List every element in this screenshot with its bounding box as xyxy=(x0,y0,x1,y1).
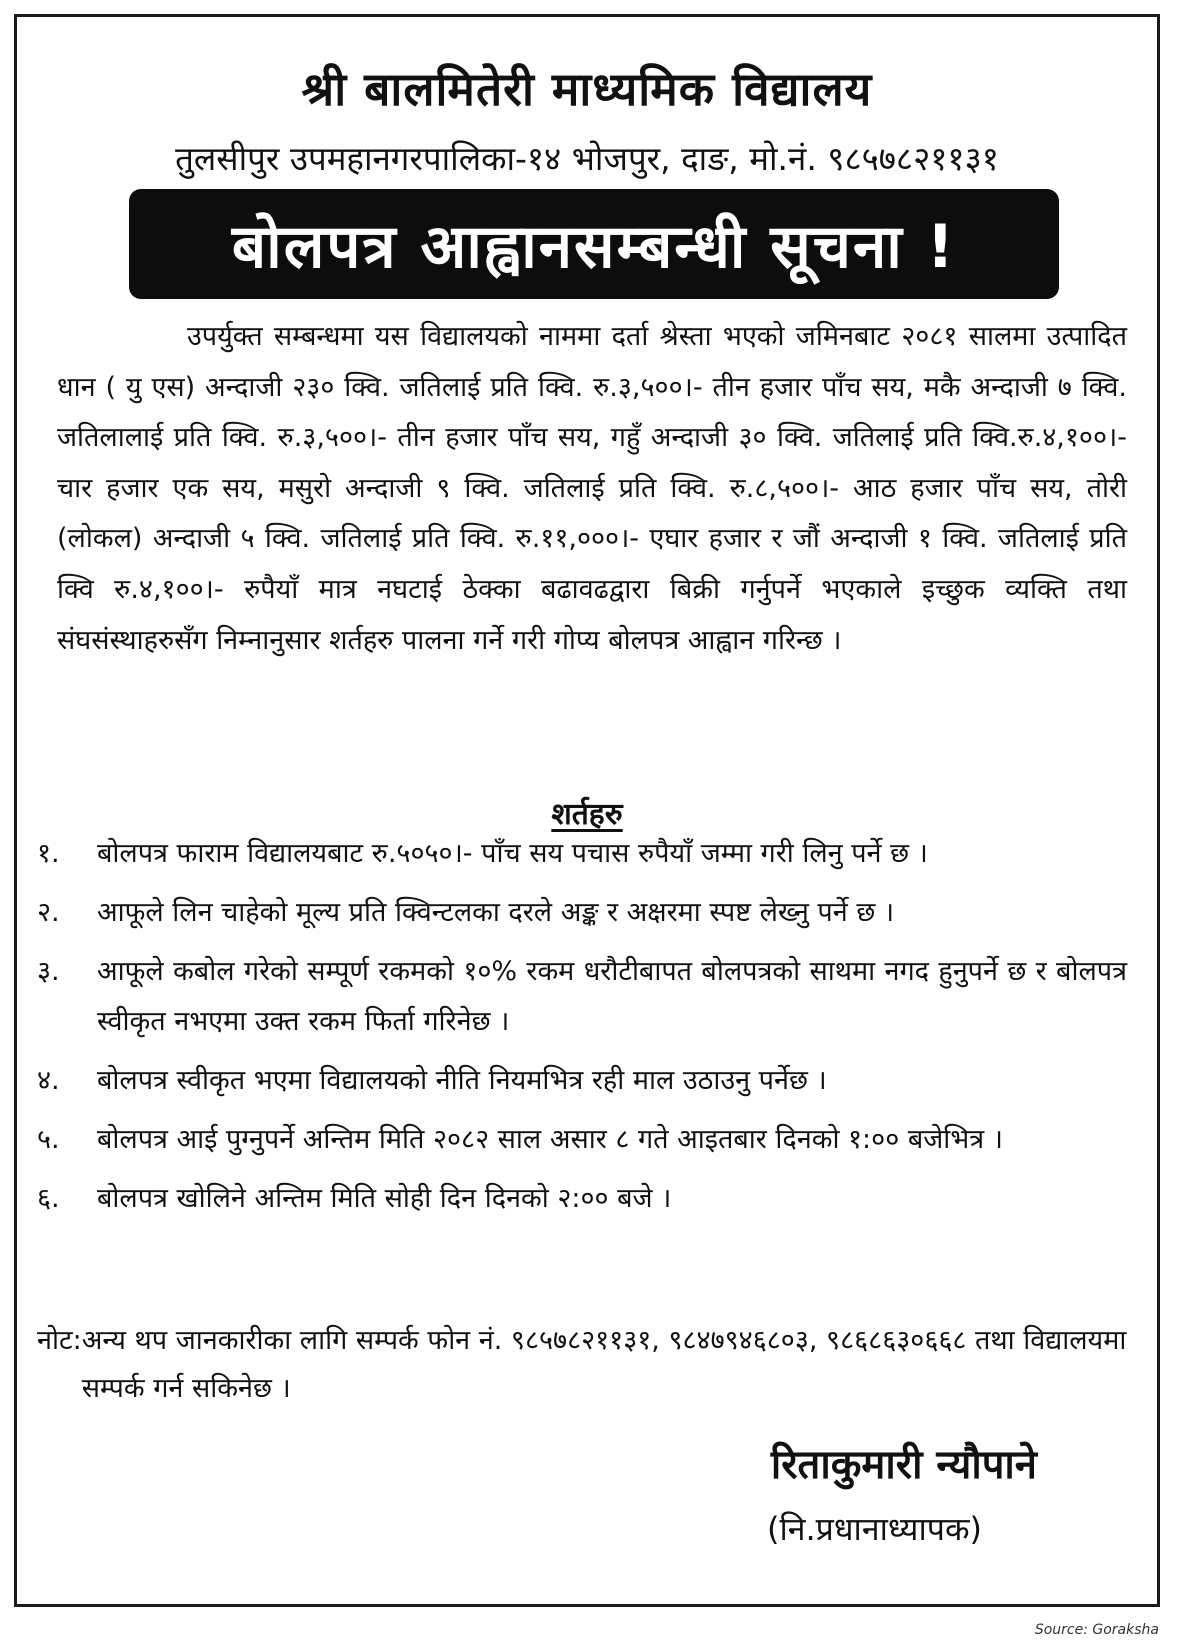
condition-number: ६. xyxy=(37,1183,60,1214)
condition-number: १. xyxy=(37,838,60,869)
school-name: श्री बालमितेरी माध्यमिक विद्यालय xyxy=(301,62,873,116)
condition-item xyxy=(37,829,1127,879)
condition-text: बोलपत्र खोलिने अन्तिम मिति सोही दिन दिनको २:०० बजे । xyxy=(97,1183,672,1214)
condition-number: ३. xyxy=(37,956,60,987)
condition-number: ४. xyxy=(37,1065,60,1096)
signatory-name: रिताकुमारी न्यौपाने xyxy=(770,1442,1037,1488)
contact-note xyxy=(37,1317,1127,1413)
conditions-list xyxy=(37,829,1127,1233)
condition-item xyxy=(37,1174,1127,1224)
condition-number: २. xyxy=(37,897,60,928)
notice-heading: बोलपत्र आह्वानसम्बन्धी सूचना ! xyxy=(231,212,957,282)
signatory-title: (नि.प्रधानाध्यापक) xyxy=(766,1510,982,1548)
condition-text: बोलपत्र स्वीकृत भएमा विद्यालयको नीति नियमभित्र रही माल उठाउनु पर्नेछ । xyxy=(97,1065,827,1096)
condition-text: आफूले लिन चाहेको मूल्य प्रति क्विन्टलका दरले अङ्क र अक्षरमा स्पष्ट लेख्नु पर्ने छ । xyxy=(97,897,895,928)
notice-frame xyxy=(14,14,1160,1607)
condition-item xyxy=(37,1115,1127,1165)
source-credit: Source: Goraksha xyxy=(1034,1622,1159,1638)
conditions-heading-text: शर्तहरु xyxy=(551,797,623,832)
conditions-heading xyxy=(17,792,1157,833)
school-address: तुलसीपुर उपमहानगरपालिका-१४ भोजपुर, दाङ, मो.नं. ९८५७८२११३१ xyxy=(175,139,999,178)
condition-text: बोलपत्र फाराम विद्यालयबाट रु.५०५०।- पाँच सय पचास रुपैयाँ जम्मा गरी लिनु पर्ने छ । xyxy=(97,838,928,869)
condition-item xyxy=(37,888,1127,938)
condition-item xyxy=(37,947,1127,1047)
condition-number: ५. xyxy=(37,1124,60,1155)
condition-text: बोलपत्र आई पुग्नुपर्ने अन्तिम मिति २०८२ साल असार ८ गते आइतबार दिनको १:०० बजेभित्र । xyxy=(97,1124,1003,1155)
note-text: अन्य थप जानकारीका लागि सम्पर्क फोन नं. ९८५७८२११३१, ९८४७९४६८०३, ९८६८६३०६६८ तथा विद्यालयमा सम्पर्क गर्न सकिनेछ । xyxy=(81,1325,1127,1404)
condition-item xyxy=(37,1056,1127,1106)
notice-body: उपर्युक्त सम्बन्धमा यस विद्यालयको नाममा दर्ता श्रेस्ता भएको जमिनबाट २०८१ सालमा उत्पादित धान ( यु एस) अन्दाजी २३० क्वि. जतिलाई प्रति क्वि. रु.३,५००।- तीन हजार पाँच सय, मकै अन्दाजी ७ क्वि. जतिलालाई प्रति क्वि. रु.३,५००।- तीन हजार पाँच सय, गहुँ अन्दाजी ३० क्वि. जतिलाई प्रति क्वि.रु.४,१००।- चार हजार एक सय, मसुरो अन्दाजी ९ क्वि. जतिलाई प्रति क्वि. रु.८,५००।- आठ हजार पाँच सय, तोरी (लोकल) अन्दाजी ५ क्वि. जतिलाई प्रति क्वि. रु.११,०००।- एघार हजार र जौं अन्दाजी १ क्वि. जतिलाई प्रति क्वि रु.४,१००।- रुपैयाँ मात्र नघटाई ठेक्का बढावढद्वारा बिक्री गर्नुपर्ने भएकाले इच्छुक व्यक्ति तथा संघसंस्थाहरुसँग निम्नानुसार शर्तहरु पालना गर्ने गरी गोप्य बोलपत्र आह्वान गरिन्छ । xyxy=(57,321,1127,656)
notice-heading-banner xyxy=(129,189,1059,299)
condition-text: आफूले कबोल गरेको सम्पूर्ण रकमको १०% रकम धरौटीबापत बोलपत्रको साथमा नगद हुनुपर्ने छ र बोलपत्र स्वीकृत नभएमा उक्त रकम फिर्ता गरिनेछ । xyxy=(97,956,1127,1037)
note-label: नोट: xyxy=(37,1325,82,1356)
